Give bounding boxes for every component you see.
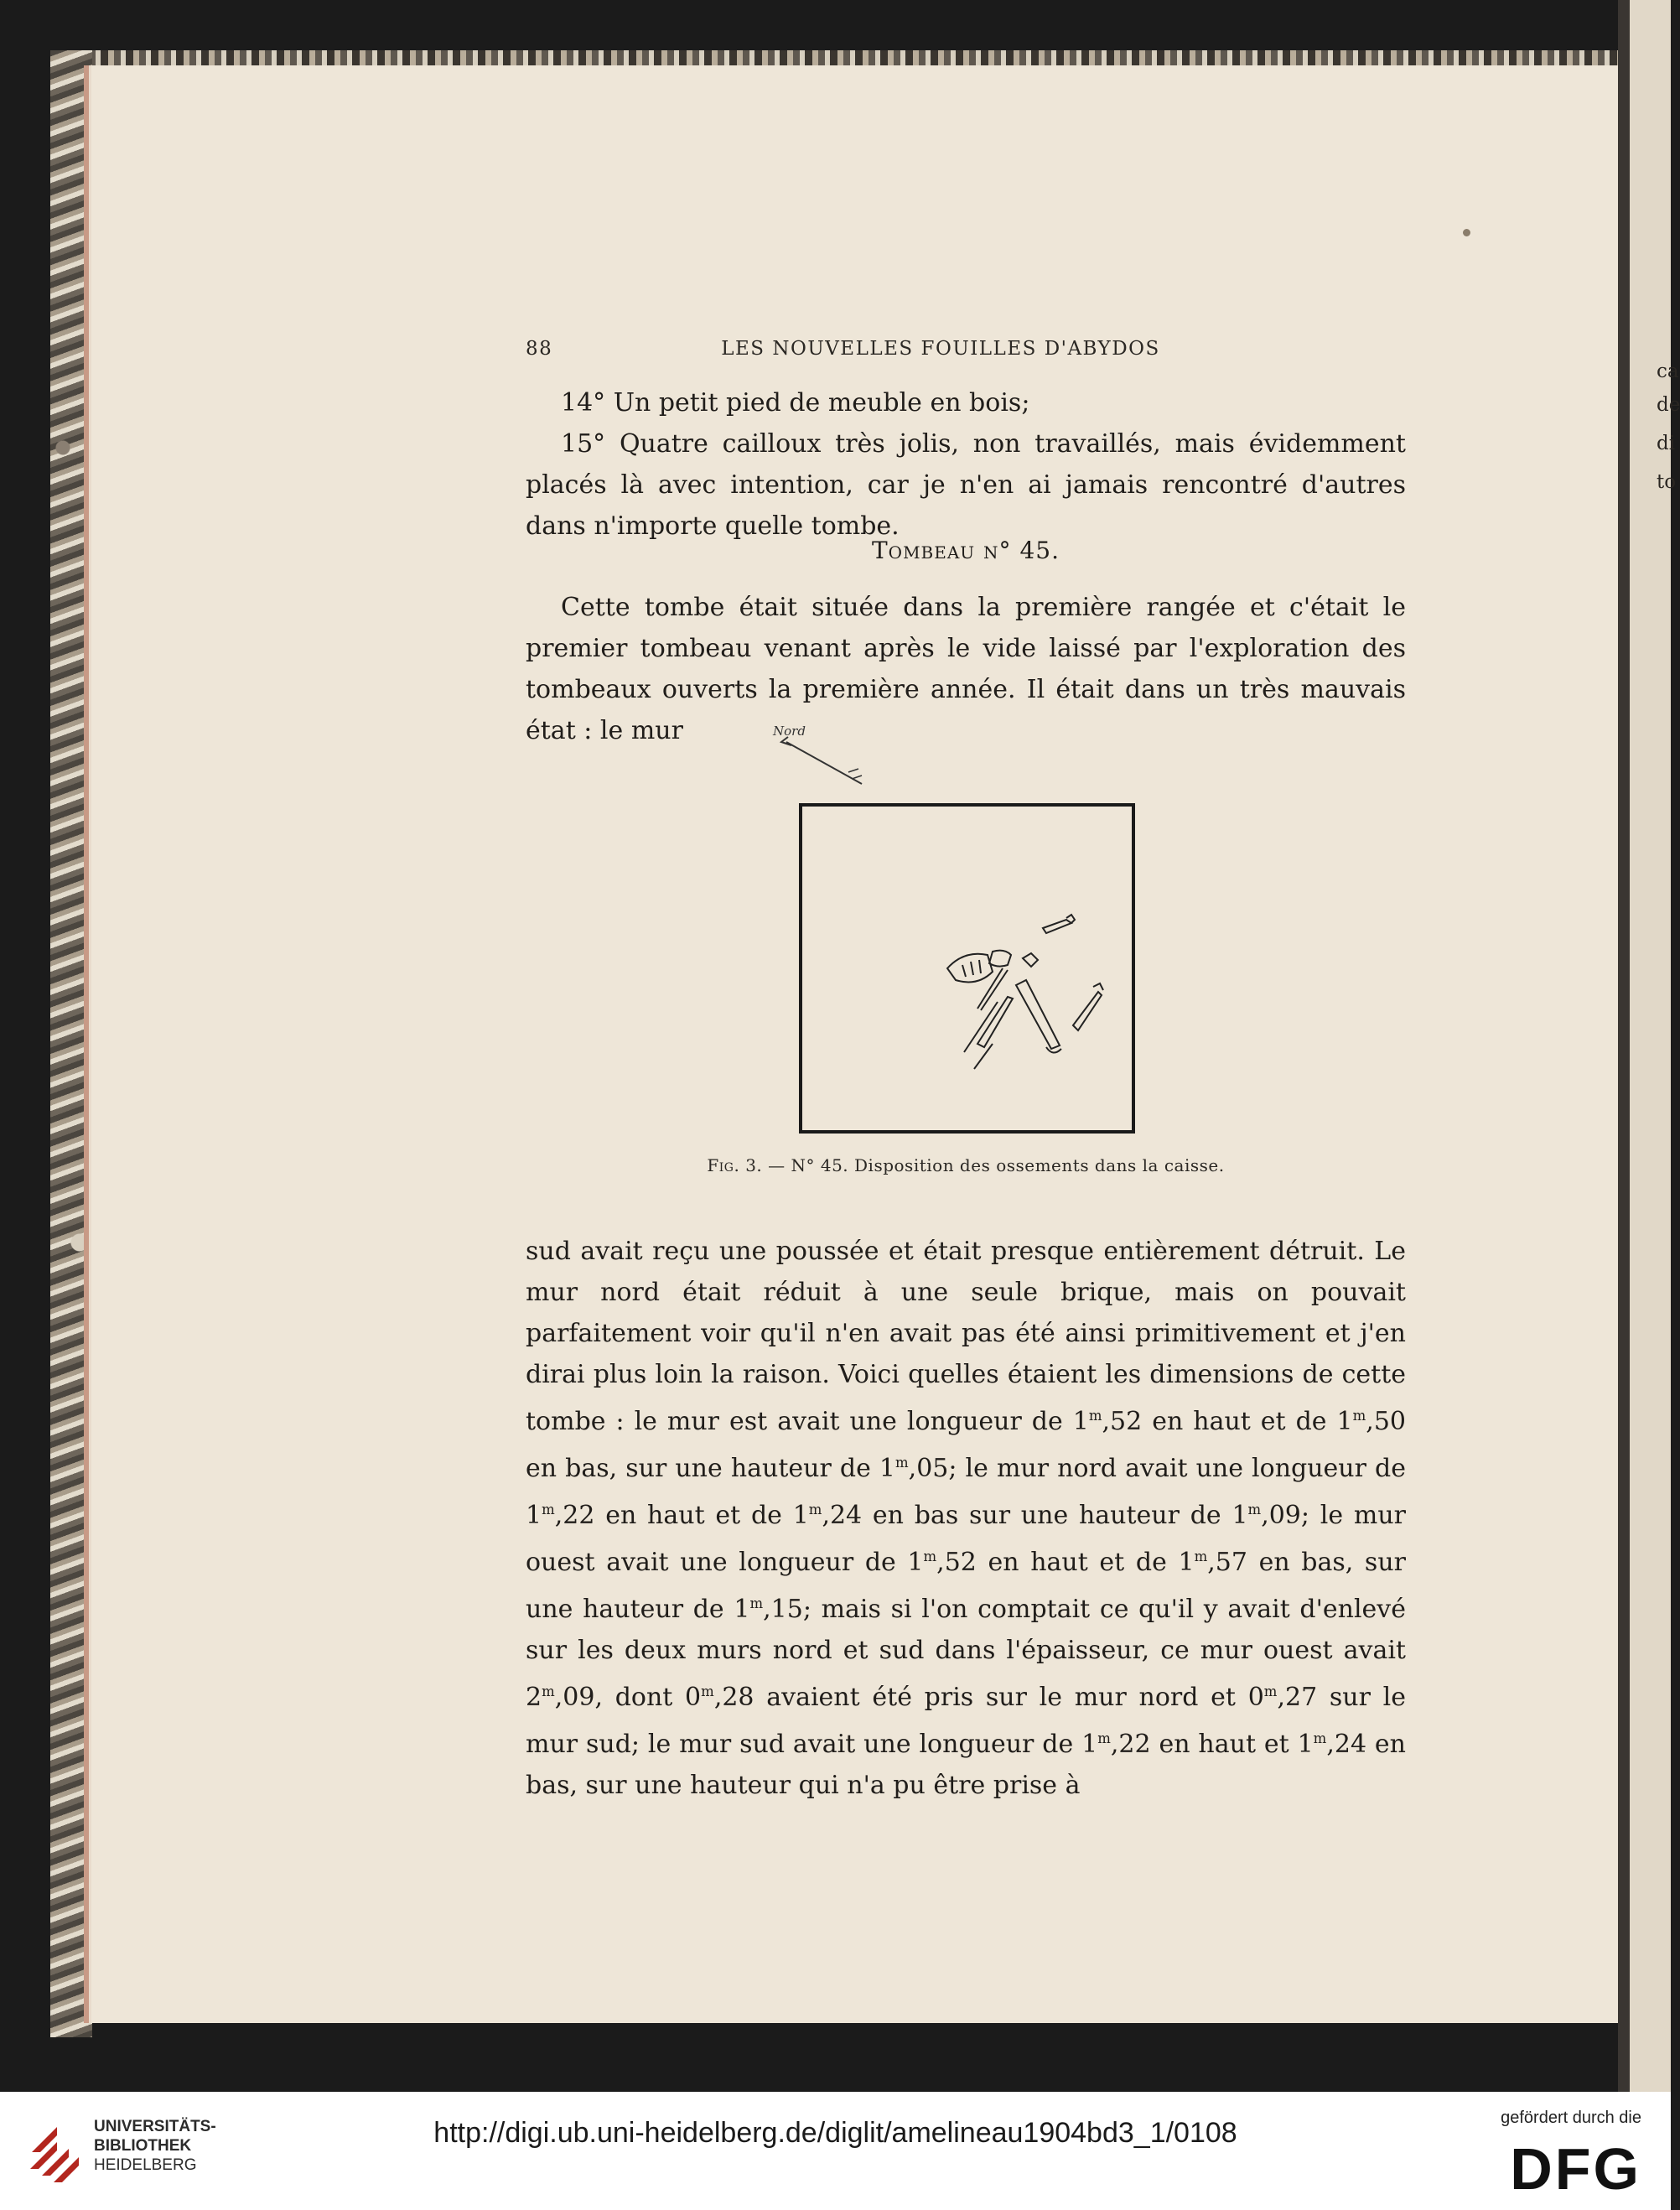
unit-superscript: m	[1352, 1408, 1366, 1424]
funding-label: gefördert durch die	[1501, 2109, 1641, 2127]
footer-bar	[0, 2092, 1671, 2210]
dfg-logo: DFG	[1510, 2136, 1641, 2202]
intro-paragraph: Cette tombe était située dans la première rangée et c'était le premier tombeau venant après le vide laissé par l'exploration des tombeaux ouverts la première année. Il était dans un très mauvais état : le mur	[526, 593, 1406, 745]
section-heading: Tombeau n° 45.	[872, 537, 1060, 564]
text-run: ,57 en bas, sur une hauteur de 1	[526, 1548, 1406, 1624]
library-line-3: HEIDELBERG	[94, 2156, 197, 2174]
unit-superscript: m	[1194, 1549, 1208, 1564]
text-run: ,05; le mur nord avait une longueur de 1	[526, 1454, 1406, 1530]
text-run: ,27 sur le mur sud; le mur sud avait une longueur de 1	[526, 1683, 1406, 1759]
unit-superscript: m	[542, 1683, 555, 1699]
running-title: LES NOUVELLES FOUILLES D'ABYDOS	[721, 338, 1160, 360]
unit-superscript: m	[749, 1595, 764, 1611]
text-run: ,28 avaient été pris sur le mur nord et 0	[713, 1683, 1264, 1712]
unit-superscript: m	[701, 1683, 714, 1699]
compass-label: Nord	[773, 724, 806, 739]
skeleton-bones	[947, 915, 1103, 1069]
unit-superscript: m	[1313, 1730, 1327, 1746]
unit-superscript: m	[1247, 1502, 1262, 1517]
text-run: ,09, dont 0	[554, 1683, 702, 1712]
paper-spot	[1463, 229, 1470, 236]
unit-superscript: m	[1088, 1408, 1102, 1424]
list-item-15: 15° Quatre cailloux très jolis, non travaillés, mais évidemment placés là avec intention, car je n'en ai jamais rencontré d'autres dans n'importe quelle tombe.	[526, 429, 1406, 541]
text-run: ,52 en haut et de 1	[1102, 1407, 1353, 1436]
text-run: ,15; mais si l'on comptait ce qu'il y avait d'enlevé sur les deux murs nord et sud dans l'épaisseur, ce mur ouest avait 2	[526, 1595, 1406, 1712]
north-arrow-icon	[781, 737, 862, 784]
text-run: ,22 en haut et 1	[1110, 1730, 1314, 1759]
running-header	[526, 338, 1406, 366]
text-run: ,09; le mur ouest avait une longueur de 1	[526, 1501, 1406, 1577]
tomb-box	[801, 805, 1133, 1132]
text-run: ,22 en haut et de 1	[554, 1501, 809, 1530]
edge-letter: ca	[1657, 361, 1679, 382]
unit-superscript: m	[923, 1549, 937, 1564]
edge-letter: di	[1657, 433, 1676, 454]
unit-superscript: m	[542, 1502, 555, 1517]
unit-superscript: m	[1263, 1683, 1278, 1699]
library-line-2: BIBLIOTHEK	[94, 2137, 192, 2155]
text-run: sud avait reçu une poussée et était presque entièrement détruit. Le mur nord était réduit à une seule brique, mais on pouvait parfaitement voir qu'il n'en avait pas été ainsi primitivement et j'en dirai plus loin la raison. Voici quelles étaient les dimensions de cette tombe : le mur est avait une longueur de 1	[526, 1237, 1406, 1436]
figure-caption	[526, 1155, 1406, 1175]
permalink-url[interactable]: http://digi.ub.uni-heidelberg.de/diglit/amelineau1904bd3_1/0108	[433, 2117, 1237, 2149]
page-number: 88	[526, 338, 553, 360]
unit-superscript: m	[808, 1502, 822, 1517]
edge-letter: de	[1657, 394, 1680, 416]
edge-letter: to	[1657, 471, 1677, 493]
text-run: ,24 en bas sur une hauteur de 1	[822, 1501, 1248, 1530]
burial-figure	[754, 717, 1190, 1136]
figure-label: Fig. 3.	[707, 1155, 763, 1175]
list-item-14: 14° Un petit pied de meuble en bois;	[561, 388, 1030, 418]
unit-superscript: m	[895, 1455, 909, 1471]
main-paragraph	[526, 1231, 1406, 1806]
unit-superscript: m	[1097, 1730, 1111, 1746]
text-run: ,50 en bas, sur une hauteur de 1	[526, 1407, 1406, 1483]
figure-caption-text: — N° 45. Disposition des ossements dans la caisse.	[768, 1155, 1225, 1175]
library-line-1: UNIVERSITÄTS-	[94, 2118, 216, 2135]
text-run: ,24 en bas, sur une hauteur qui n'a pu être prise à	[526, 1730, 1406, 1800]
text-run: ,52 en haut et de 1	[936, 1548, 1195, 1577]
next-page-edge	[1618, 0, 1671, 2092]
